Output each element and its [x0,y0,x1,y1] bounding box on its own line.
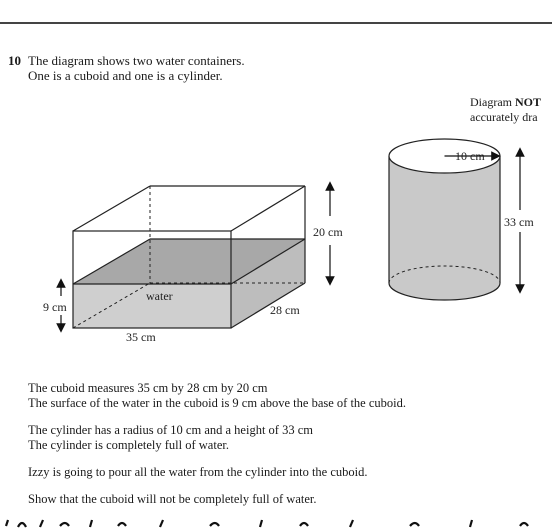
note-line-2: accurately dra [470,110,538,124]
question-body [28,381,406,507]
cuboid-height-label: 20 cm [313,225,343,239]
cylinder [389,139,534,300]
cylinder-radius-label: 10 cm [455,149,485,163]
cylinder-height-label: 33 cm [504,215,534,229]
cuboid-length-label: 35 cm [126,330,156,344]
question-number: 10 [8,53,21,68]
cuboid [43,186,343,344]
p1-line1: The cuboid measures 35 cm by 28 cm by 20 cm [28,381,268,395]
p4: Show that the cuboid will not be completely full of water. [28,492,317,506]
p1-line2: The surface of the water in the cuboid is 9 cm above the base of the cuboid. [28,396,406,410]
water-label: water [146,289,173,303]
intro-line-1: The diagram shows two water containers. [28,53,245,68]
p2-line2: The cylinder is completely full of water. [28,438,229,452]
intro-line-2: One is a cuboid and one is a cylinder. [28,68,223,83]
note-bold: NOT [514,95,541,109]
note-prefix: Diagram [470,95,515,109]
p3: Izzy is going to pour all the water from the cylinder into the cuboid. [28,465,368,479]
water-depth-label: 9 cm [43,300,67,314]
cuboid-depth-label: 28 cm [270,303,300,317]
handwriting-scribble [0,518,552,529]
p2-line1: The cylinder has a radius of 10 cm and a height of 33 cm [28,423,313,437]
